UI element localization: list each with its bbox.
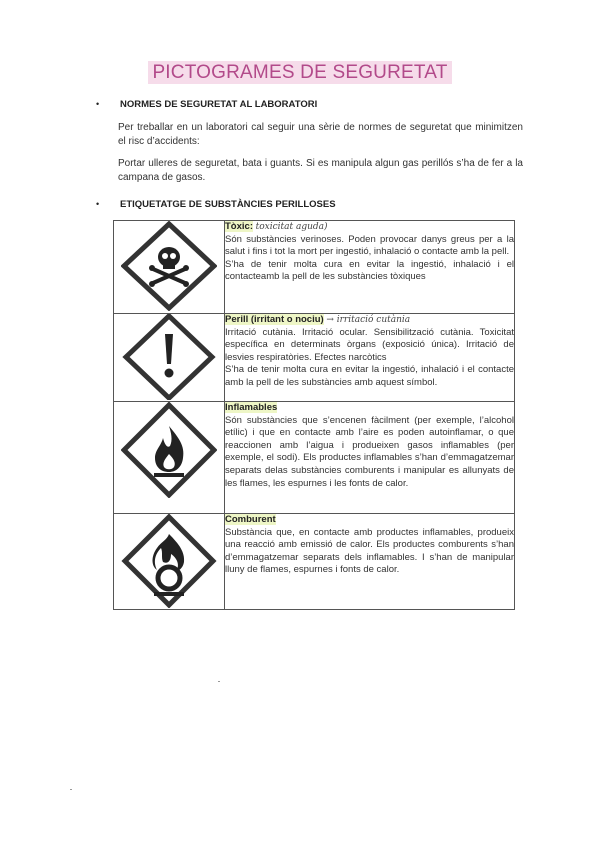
hazard-description bbox=[225, 402, 515, 514]
hazard-text: Substància que, en contacte amb productes inflamables, produeix una reacció amb emissió de calor. Els productes comburents s’han d’emmagatzemar separats dels inflamables. I s’han de manipular lluny de flames, espurnes i fonts de calor. bbox=[225, 526, 514, 576]
scan-speck bbox=[218, 681, 220, 682]
hazard-name: Comburent bbox=[225, 514, 276, 525]
handwritten-note: toxicitat aguda) bbox=[255, 222, 328, 232]
hazard-text: Són substàncies que s’encenen fàcilment (per exemple, l’alcohol etílic) i que en contacte amb l’aire es poden autoinflamar, o que reaccionen amb l’aigua i produeixen gasos inflamables (per exemple, el sodi). Els productes inflamables s’han d’emmagatzemar separats delas substàncies comburents i manipular es allunyats de les flames, les espurnes i les fonts de calor. bbox=[225, 414, 514, 489]
pictogram-cell bbox=[114, 221, 225, 314]
pictogram-cell bbox=[114, 314, 225, 402]
handwritten-note: → irritació cutània bbox=[326, 315, 411, 325]
hazard-text: Són substàncies verinoses. Poden provocar danys greus per a la salut i fins i tot la mort per ingestió, inhalació o contacte amb la pell. bbox=[225, 233, 514, 258]
pictogram-cell bbox=[114, 402, 225, 514]
section-heading-norms: NORMES DE SEGURETAT AL LABORATORI bbox=[120, 99, 318, 110]
hazard-text: Irritació cutània. Irritació ocular. Sensibilització cutània. Toxicitat específica en determinats òrgans (exposició única). Irritació de lesvies respiratòries. Efectes narcòtics bbox=[225, 326, 514, 363]
section-heading-labeling: ETIQUETATGE DE SUBSTÀNCIES PERILLOSES bbox=[120, 199, 336, 210]
hazard-name: Tòxic bbox=[225, 221, 250, 232]
hazard-text: S’ha de tenir molta cura en evitar la ingestió, inhalació i el contacteamb la pell de les substàncies tòxiques bbox=[225, 258, 514, 283]
paragraph-norms-equipment: Portar ulleres de seguretat, bata i guants. Si es manipula algun gas perillós s’ha de fer a la campana de gasos. bbox=[118, 158, 523, 183]
scan-speck bbox=[70, 789, 72, 790]
hazard-description: Tòxic: toxicitat aguda) Són substàncies verinoses. Poden provocar danys greus per a la salut i fins i tot la mort per ingestió, inhalació o contacte amb la pell. S’ha de tenir molta cura en evitar la ingestió, inhalació i el contacteamb la pell de les substàncies tòxiques bbox=[225, 221, 515, 314]
hazard-description bbox=[225, 314, 515, 402]
hazard-text: S’ha de tenir molta cura en evitar la ingestió, inhalació i el contacte amb la pell de les substàncies amb aquest símbol. bbox=[225, 364, 514, 388]
hazard-name: Perill (irritant o nociu) bbox=[225, 314, 324, 325]
page-title: PICTOGRAMES DE SEGURETAT bbox=[0, 62, 600, 84]
hazard-name: Inflamables bbox=[225, 402, 278, 413]
paragraph-norms-intro: Per treballar en un laboratori cal seguir una sèrie de normes de seguretat que minimitzen el risc d’accidents: bbox=[118, 122, 523, 147]
hazard-description bbox=[225, 514, 515, 610]
bullet-icon: • bbox=[96, 99, 100, 109]
flame-over-circle-icon bbox=[121, 514, 217, 608]
hazard-table bbox=[113, 220, 515, 610]
pictogram-cell bbox=[114, 514, 225, 610]
table-row bbox=[114, 314, 515, 402]
exclamation-icon bbox=[121, 314, 217, 400]
table-row bbox=[114, 514, 515, 610]
table-row bbox=[114, 402, 515, 514]
bullet-icon: • bbox=[96, 199, 100, 209]
table-row bbox=[114, 221, 515, 314]
skull-crossbones-icon bbox=[121, 221, 217, 311]
flame-icon bbox=[121, 402, 217, 498]
